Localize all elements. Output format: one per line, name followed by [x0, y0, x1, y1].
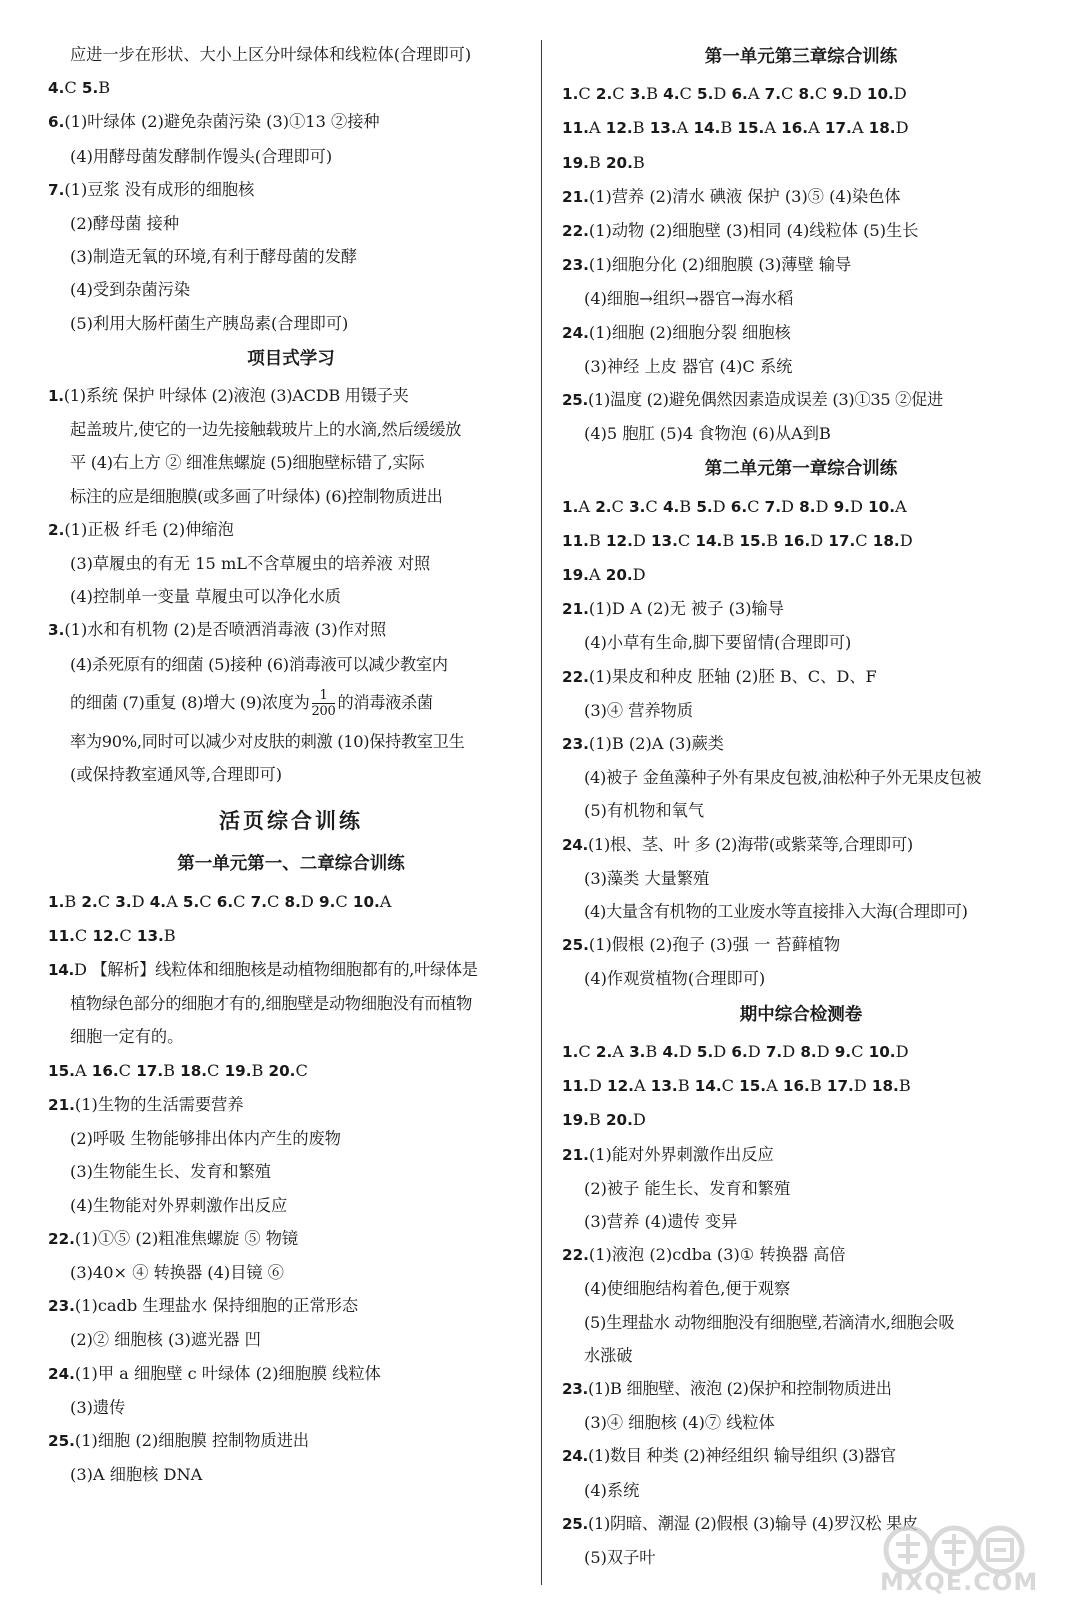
answer-line: 22.(1)果皮和种皮 胚轴 (2)胚 B、C、D、F: [562, 666, 877, 686]
section-heading-unit2-ch1: 第二单元第一章综合训练: [704, 459, 898, 480]
answer-line: 1.C 2.C 3.B 4.C 5.D 6.A 7.C 8.C 9.D 10.D: [562, 84, 907, 104]
answer-line: (5)有机物和氧气: [584, 801, 705, 821]
question-number: 11.: [562, 1077, 589, 1096]
question-number: 22.: [562, 1246, 589, 1265]
question-number: 14.: [694, 1077, 722, 1096]
question-number: 1.: [562, 497, 579, 516]
answer-line: 24.(1)数目 种类 (2)神经组织 输导组织 (3)器官: [562, 1446, 896, 1466]
question-number: 8.: [798, 85, 815, 104]
answer-line: (4)大量含有机物的工业废水等直接排入大海(合理即可): [584, 902, 968, 922]
fraction-numerator: 1: [312, 688, 336, 704]
answer-line: 1.C 2.A 3.B 4.D 5.D 6.D 7.D 8.D 9.C 10.D: [562, 1041, 909, 1061]
question-number: 4.: [662, 1042, 679, 1061]
question-number: 13.: [136, 926, 164, 945]
question-number: 21.: [48, 1095, 75, 1114]
answer-line: 1.A 2.C 3.C 4.B 5.D 6.C 7.D 8.D 9.D 10.A: [562, 496, 907, 516]
answer-line: (5)利用大肠杆菌生产胰岛素(合理即可): [70, 313, 349, 333]
question-number: 14.: [693, 119, 721, 138]
answer-line: (3)营养 (4)遗传 变异: [584, 1211, 738, 1231]
question-number: 13.: [650, 1077, 678, 1096]
answer-line: 22.(1)①⑤ (2)粗准焦螺旋 ⑤ 物镜: [48, 1228, 299, 1248]
question-number: 8.: [284, 892, 301, 911]
question-number: 10.: [866, 85, 894, 104]
question-number: 13.: [650, 531, 678, 550]
question-number: 22.: [562, 222, 589, 241]
question-number: 9.: [834, 1042, 852, 1061]
answer-line: (4)生物能对外界刺激作出反应: [70, 1195, 288, 1215]
question-number: 25.: [562, 1514, 589, 1533]
question-number: 23.: [562, 1379, 589, 1398]
question-number: 8.: [799, 497, 816, 516]
answer-line: (3)A 细胞核 DNA: [70, 1465, 203, 1485]
question-number: 10.: [868, 497, 895, 516]
answer-line: 23.(1)cadb 生理盐水 保持细胞的正常形态: [48, 1296, 359, 1316]
question-number: 25.: [562, 936, 589, 955]
answer-line: 水涨破: [584, 1345, 633, 1365]
fraction: [312, 688, 336, 719]
question-number: 1.: [562, 85, 579, 104]
question-number: 9.: [832, 85, 849, 104]
question-number: 6.: [216, 892, 234, 911]
question-number: 14.: [48, 961, 75, 980]
question-number: 6.: [731, 1042, 748, 1061]
question-number: 6.: [730, 497, 748, 516]
answer-line: 22.(1)动物 (2)细胞壁 (3)相同 (4)线粒体 (5)生长: [562, 221, 919, 241]
question-number: 12.: [607, 1077, 634, 1096]
answer-line: 率为90%,同时可以减少对皮肤的刺激 (10)保持教室卫生: [70, 731, 465, 751]
answer-line: (4)细胞→组织→器官→海水稻: [584, 289, 794, 309]
question-number: 7.: [764, 497, 782, 516]
question-number: 24.: [562, 1447, 589, 1466]
answer-line: (2)② 细胞核 (3)遮光器 凹: [70, 1330, 261, 1350]
question-number: 24.: [562, 323, 589, 342]
question-number: 5.: [182, 892, 200, 911]
answer-line: (4)系统: [584, 1480, 640, 1500]
question-number: 11.: [562, 119, 589, 138]
answer-line: 2.(1)正极 纤毛 (2)伸缩泡: [48, 519, 234, 539]
answer-line: (2)酵母菌 接种: [70, 214, 180, 234]
answer-line: (3)遗传: [70, 1397, 126, 1417]
section-heading-unit1-ch1-2: 第一单元第一、二章综合训练: [177, 854, 405, 875]
answer-line: (3)神经 上皮 器官 (4)C 系统: [584, 356, 793, 376]
question-number: 4.: [149, 892, 167, 911]
answer-line: 21.(1)生物的生活需要营养: [48, 1094, 244, 1114]
question-number: 23.: [562, 256, 589, 275]
question-number: 11.: [48, 926, 75, 945]
question-number: 10.: [868, 1042, 896, 1061]
question-number: 24.: [562, 835, 589, 854]
question-number: 2.: [595, 497, 612, 516]
fraction-suffix: 的消毒液杀菌: [337, 692, 433, 712]
question-number: 16.: [781, 119, 809, 138]
question-number: 12.: [605, 119, 633, 138]
question-number: 11.: [562, 531, 589, 550]
answer-line: (2)呼吸 生物能够排出体内产生的废物: [70, 1129, 341, 1149]
question-number: 20.: [605, 566, 633, 585]
answer-line: (5)双子叶: [584, 1547, 656, 1567]
question-number: 2.: [595, 1042, 613, 1061]
question-number: 5.: [696, 497, 713, 516]
watermark-text: MXQE.COM: [880, 1568, 1039, 1596]
question-number: 4.: [48, 79, 65, 98]
answer-line: (3)制造无氧的环境,有利于酵母菌的发酵: [70, 247, 358, 267]
question-number: 18.: [868, 119, 896, 138]
question-number: 17.: [824, 119, 852, 138]
answer-line: 4.C 5.B: [48, 78, 111, 98]
answer-line: 25.(1)假根 (2)孢子 (3)强 一 苔藓植物: [562, 935, 841, 955]
answer-line: 植物绿色部分的细胞才有的,细胞壁是动物细胞没有而植物: [70, 994, 473, 1014]
answer-line: 11.C 12.C 13.B: [48, 925, 176, 945]
fraction-prefix: 的细菌 (7)重复 (8)增大 (9)浓度为: [70, 692, 310, 712]
answer-line: (4)受到杂菌污染: [70, 280, 191, 300]
question-number: 20.: [605, 153, 633, 172]
answer-line: 25.(1)阴暗、潮湿 (2)假根 (3)输导 (4)罗汉松 果皮: [562, 1513, 918, 1533]
answer-line: 起盖玻片,使它的一边先接触载玻片上的水滴,然后缓缓放: [70, 420, 461, 440]
question-number: 21.: [562, 600, 589, 619]
answer-line: 平 (4)右上方 ② 细准焦螺旋 (5)细胞壁标错了,实际: [70, 453, 425, 473]
answer-line: 23.(1)B 细胞壁、液泡 (2)保护和控制物质进出: [562, 1378, 892, 1398]
question-number: 19.: [562, 1111, 589, 1130]
section-heading-midterm: 期中综合检测卷: [739, 1004, 863, 1025]
answer-line: 11.A 12.B 13.A 14.B 15.A 16.A 17.A 18.D: [562, 118, 909, 138]
fraction-denominator: 200: [311, 703, 336, 719]
question-number: 21.: [562, 1145, 589, 1164]
question-number: 25.: [48, 1431, 75, 1450]
question-number: 18.: [180, 1061, 208, 1080]
question-number: 2.: [595, 85, 613, 104]
answer-line: 21.(1)能对外界刺激作出反应: [562, 1144, 774, 1164]
column-divider: [541, 40, 542, 1585]
question-number: 3.: [115, 892, 132, 911]
answer-line: 23.(1)细胞分化 (2)细胞膜 (3)薄壁 输导: [562, 255, 852, 275]
question-number: 6.: [731, 85, 748, 104]
answer-line: (3)藻类 大量繁殖: [584, 868, 710, 888]
question-number: 7.: [765, 1042, 783, 1061]
answer-line: (4)杀死原有的细菌 (5)接种 (6)消毒液可以减少教室内: [70, 654, 448, 674]
answer-line: 19.B 20.D: [562, 1110, 646, 1130]
question-number: 2.: [81, 892, 98, 911]
question-number: 1.: [48, 387, 64, 406]
answer-line: 细胞一定有的。: [70, 1027, 184, 1047]
answer-line: (3)草履虫的有无 15 mL不含草履虫的培养液 对照: [70, 554, 431, 574]
answer-line: 21.(1)D A (2)无 被子 (3)输导: [562, 599, 784, 619]
answer-line: 1.(1)系统 保护 叶绿体 (2)液泡 (3)ACDB 用镊子夹: [48, 386, 409, 406]
question-number: 16.: [783, 531, 811, 550]
answer-line: (或保持教室通风等,合理即可): [70, 765, 283, 785]
answer-line: (4)控制单一变量 草履虫可以净化水质: [70, 587, 341, 607]
answer-line: 24.(1)细胞 (2)细胞分裂 细胞核: [562, 322, 791, 342]
answer-line: (3)④ 营养物质: [584, 700, 694, 720]
answer-line: (4)使细胞结构着色,便于观察: [584, 1279, 791, 1299]
section-heading-loose-leaf-training: 活页综合训练: [219, 809, 363, 834]
answer-line: (4)5 胞肛 (5)4 食物泡 (6)从A到B: [584, 424, 831, 444]
question-number: 14.: [695, 531, 723, 550]
answer-line: 1.B 2.C 3.D 4.A 5.C 6.C 7.C 8.D 9.C 10.A: [48, 891, 392, 911]
answer-line: 11.B 12.D 13.C 14.B 15.B 16.D 17.C 18.D: [562, 530, 913, 550]
answer-line: 3.(1)水和有机物 (2)是否喷洒消毒液 (3)作对照: [48, 620, 387, 640]
answer-line: 15.A 16.C 17.B 18.C 19.B 20.C: [48, 1060, 308, 1080]
question-number: 5.: [81, 79, 99, 98]
question-number: 24.: [48, 1364, 75, 1383]
question-number: 9.: [833, 497, 850, 516]
question-number: 25.: [562, 391, 589, 410]
question-number: 19.: [562, 153, 589, 172]
answer-line: 25.(1)温度 (2)避免偶然因素造成误差 (3)①35 ②促进: [562, 390, 943, 410]
question-number: 13.: [649, 119, 677, 138]
answer-line: 11.D 12.A 13.B 14.C 15.A 16.B 17.D 18.B: [562, 1076, 911, 1096]
question-number: 23.: [48, 1297, 75, 1316]
question-number: 15.: [739, 531, 767, 550]
answer-line: 应进一步在形状、大小上区分叶绿体和线粒体(合理即可): [70, 45, 472, 64]
question-number: 22.: [562, 667, 589, 686]
question-number: 19.: [562, 566, 589, 585]
question-number: 17.: [826, 1077, 854, 1096]
question-number: 6.: [48, 113, 65, 132]
answer-line: 24.(1)甲 a 细胞壁 c 叶绿体 (2)细胞膜 线粒体: [48, 1363, 381, 1383]
answer-line: 25.(1)细胞 (2)细胞膜 控制物质进出: [48, 1430, 310, 1450]
question-number: 16.: [782, 1077, 810, 1096]
question-number: 9.: [319, 892, 336, 911]
answer-line: 19.B 20.B: [562, 152, 645, 172]
question-number: 12.: [92, 926, 120, 945]
answer-line-with-fraction: [48, 681, 534, 725]
right-column: [562, 38, 1040, 1574]
answer-line: (2)被子 能生长、发育和繁殖: [584, 1178, 791, 1198]
answer-line: (4)用酵母菌发酵制作馒头(合理即可): [70, 146, 333, 166]
question-number: 12.: [605, 531, 633, 550]
question-number: 20.: [605, 1111, 633, 1130]
answer-line: 23.(1)B (2)A (3)蕨类: [562, 734, 724, 754]
answer-line: (4)被子 金鱼藻种子外有果皮包被,油松种子外无果皮包被: [584, 768, 982, 788]
section-heading-unit1-ch3: 第一单元第三章综合训练: [704, 47, 898, 67]
question-number: 3.: [48, 621, 65, 640]
question-number: 22.: [48, 1229, 75, 1248]
answer-line: (5)生理盐水 动物细胞没有细胞壁,若滴清水,细胞会吸: [584, 1312, 955, 1332]
question-number: 23.: [562, 735, 589, 754]
question-number: 5.: [697, 85, 714, 104]
question-number: 5.: [696, 1042, 714, 1061]
question-number: 15.: [739, 1077, 767, 1096]
answer-line: (4)作观赏植物(合理即可): [584, 969, 766, 989]
question-number: 18.: [872, 531, 900, 550]
question-number: 4.: [662, 497, 680, 516]
question-number: 10.: [352, 892, 380, 911]
question-number: 17.: [828, 531, 856, 550]
question-number: 15.: [737, 119, 765, 138]
question-number: 18.: [871, 1077, 899, 1096]
question-number: 20.: [268, 1061, 296, 1080]
answer-line: 19.A 20.D: [562, 565, 646, 585]
answer-line: 7.(1)豆浆 没有成形的细胞核: [48, 179, 255, 199]
answer-line: (3)40× ④ 转换器 (4)目镜 ⑥: [70, 1262, 284, 1282]
answer-line: 22.(1)液泡 (2)cdba (3)① 转换器 高倍: [562, 1245, 846, 1265]
question-number: 8.: [800, 1042, 817, 1061]
answer-line: (4)小草有生命,脚下要留情(合理即可): [584, 633, 852, 653]
answer-line: 14.D 【解析】线粒体和细胞核是动植物细胞都有的,叶绿体是: [48, 960, 478, 980]
answer-line: 标注的应是细胞膜(或多画了叶绿体) (6)控制物质进出: [70, 486, 443, 506]
question-number: 2.: [48, 520, 65, 539]
question-number: 3.: [629, 85, 647, 104]
question-number: 17.: [136, 1061, 164, 1080]
answer-line: 6.(1)叶绿体 (2)避免杂菌污染 (3)①13 ②接种: [48, 112, 380, 132]
question-number: 19.: [224, 1061, 252, 1080]
question-number: 3.: [629, 1042, 646, 1061]
question-number: 21.: [562, 187, 589, 206]
answer-line: 21.(1)营养 (2)清水 碘液 保护 (3)⑤ (4)染色体: [562, 186, 901, 206]
question-number: 7.: [250, 892, 268, 911]
answer-line: (3)生物能生长、发育和繁殖: [70, 1162, 271, 1182]
question-number: 3.: [629, 497, 646, 516]
question-number: 16.: [91, 1061, 119, 1080]
left-column: [48, 38, 534, 1491]
question-number: 1.: [48, 892, 65, 911]
question-number: 7.: [48, 180, 65, 199]
question-number: 1.: [562, 1042, 579, 1061]
question-number: 15.: [48, 1061, 75, 1080]
section-heading-project-learning: 项目式学习: [247, 348, 335, 369]
answer-line: (3)④ 细胞核 (4)⑦ 线粒体: [584, 1413, 775, 1433]
question-number: 7.: [764, 85, 782, 104]
question-number: 4.: [663, 85, 680, 104]
answer-line: 24.(1)根、茎、叶 多 (2)海带(或紫菜等,合理即可): [562, 834, 913, 854]
